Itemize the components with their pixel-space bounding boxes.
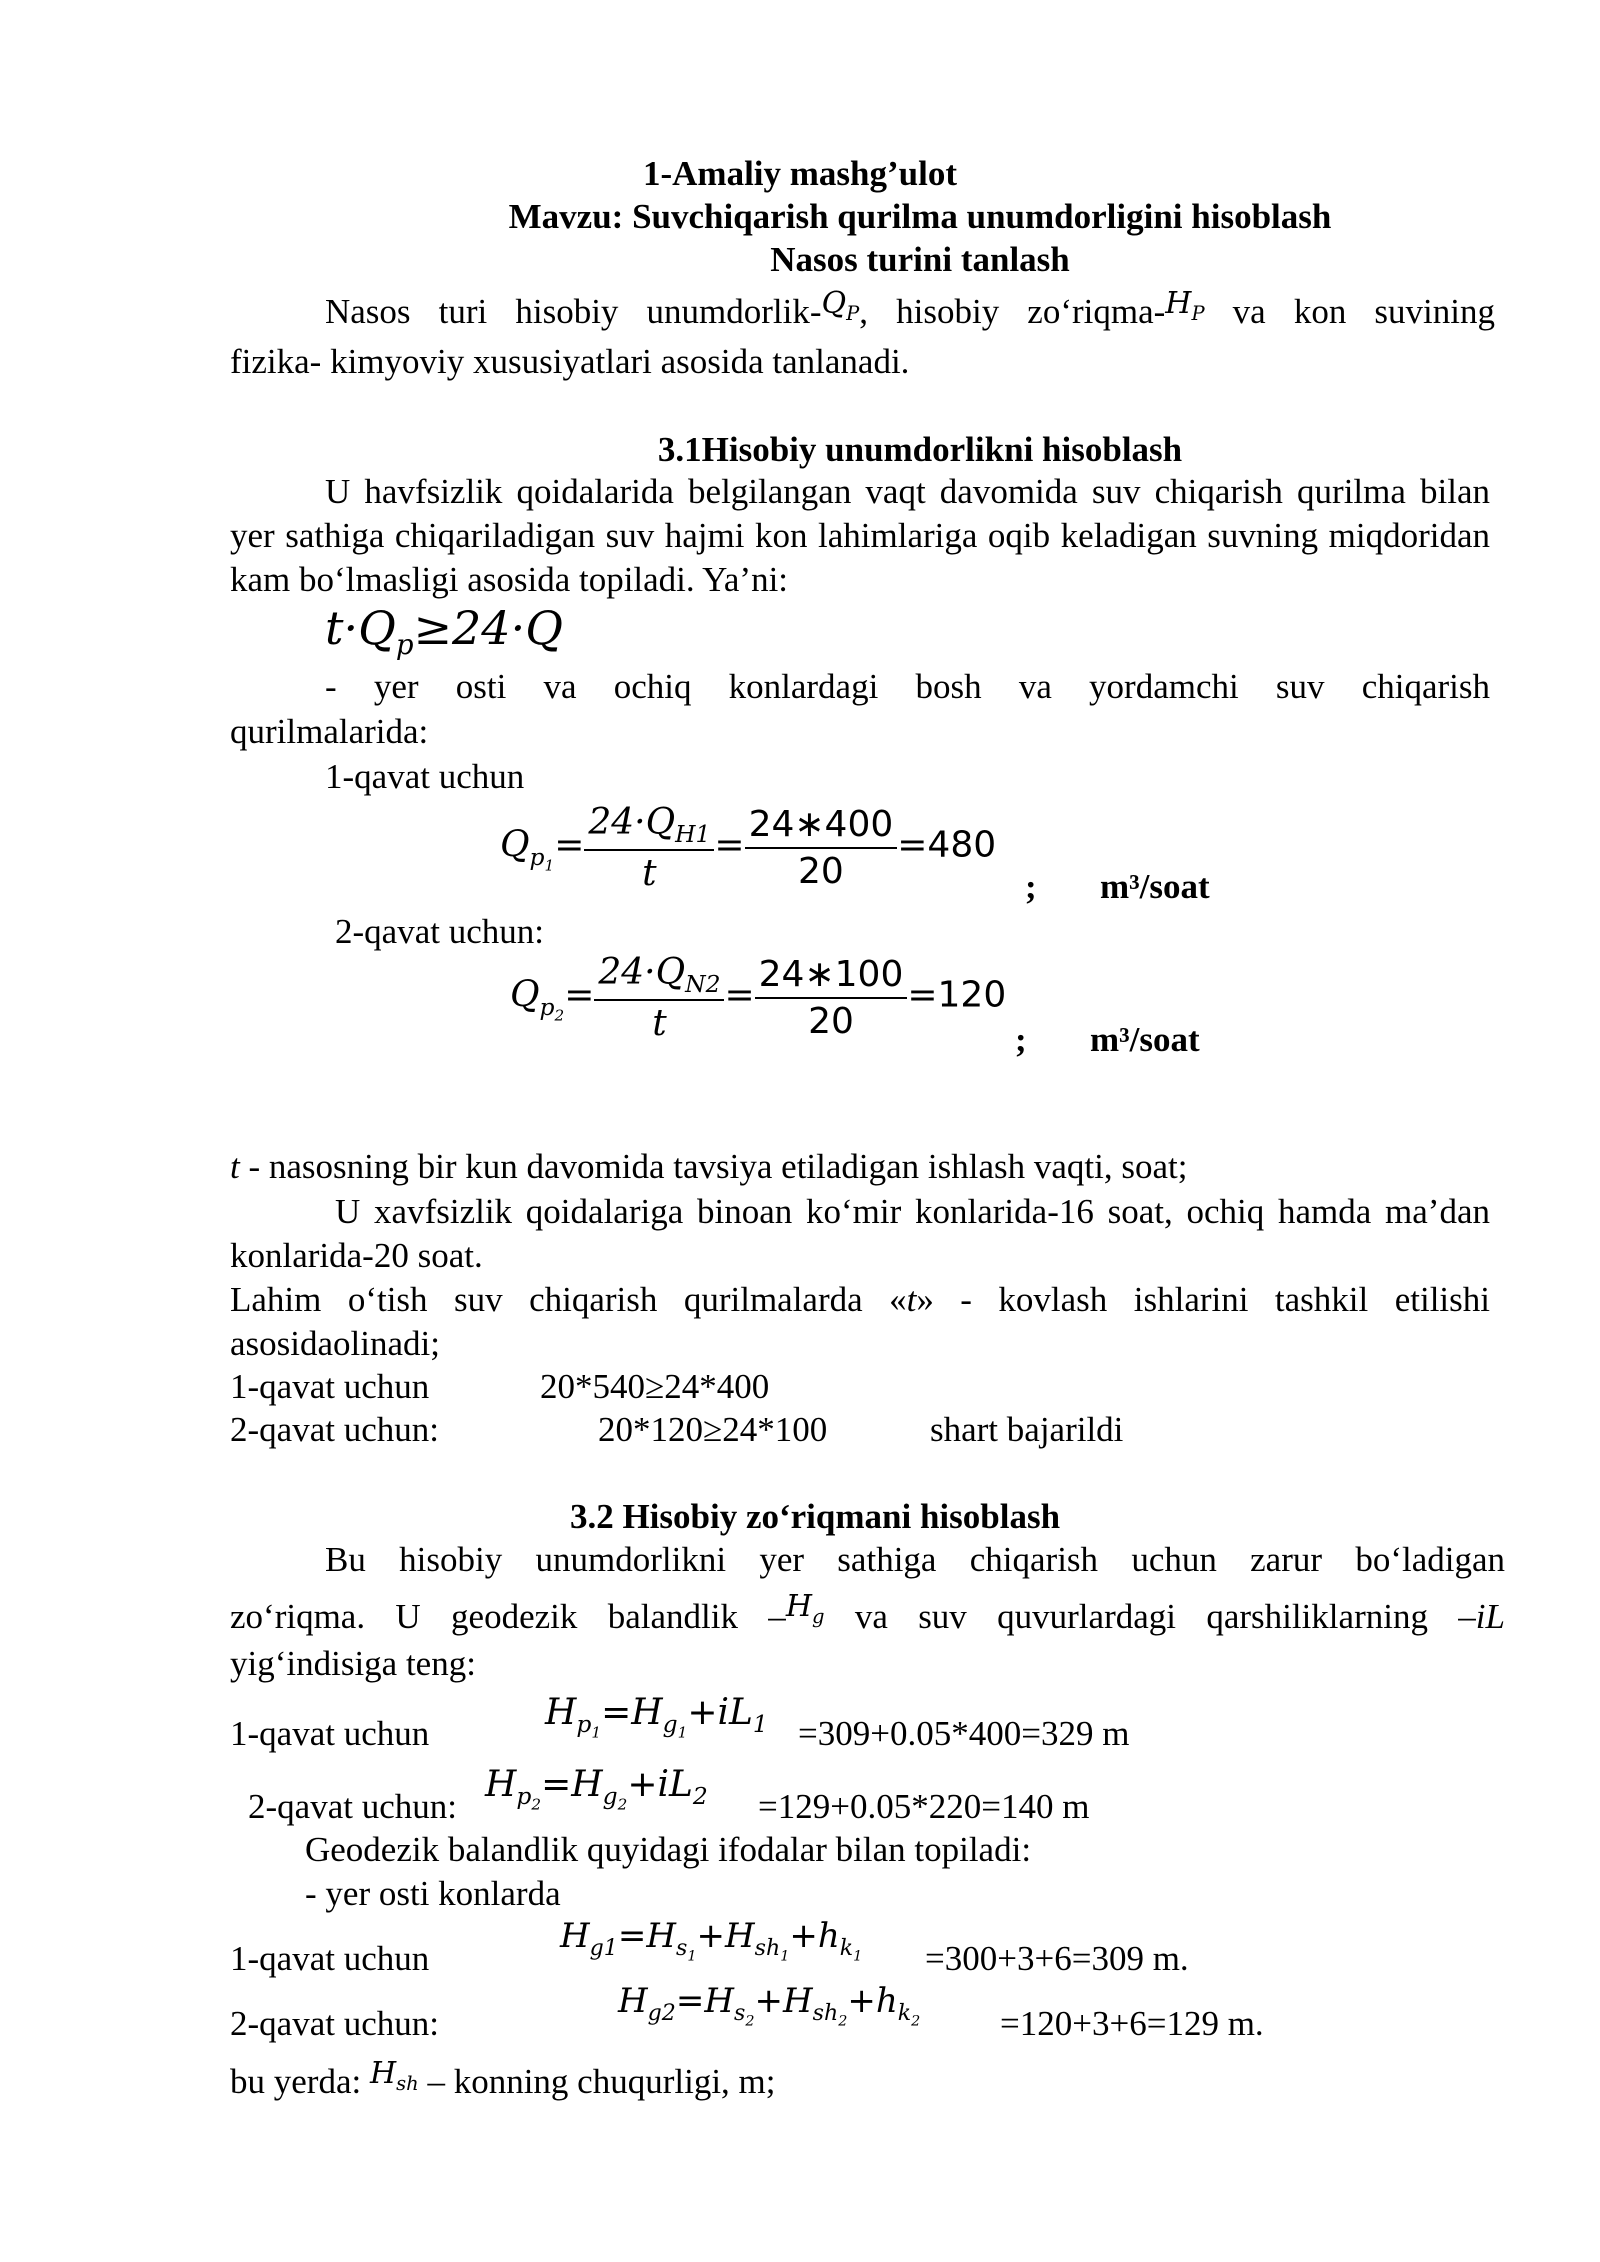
formula-hg1: $H_{g1}=H_{s_1}+H_{sh_1}+h_{k_1}$ bbox=[560, 1916, 863, 1965]
section-31-heading: 3.1Hisobiy unumdorlikni hisoblash bbox=[657, 430, 1183, 469]
hg1-label: 1-qavat uchun bbox=[230, 1939, 430, 1978]
formula-qp1-sep: ; bbox=[1025, 867, 1037, 906]
lahim-paragraph: Lahim o‘tish suv chiqarish qurilmalarda «t» - kovlash ishlarini tashkil etilishi asosidaolinadi; bbox=[230, 1280, 1490, 1363]
geodezik-line: Geodezik balandlik quyidagi ifodalar bilan topiladi: bbox=[305, 1830, 1032, 1869]
section-32-para2: zo‘riqma. U geodezik balandlik $-H_g$ va suv quvurlardagi qarshiliklarning –iL bbox=[230, 1589, 1505, 1636]
section-32-heading: 3.2 Hisobiy zo‘riqmani hisoblash bbox=[569, 1497, 1061, 1536]
note-line: - yer osti va ochiq konlardagi bosh va yordamchi suv chiqarish bbox=[325, 667, 1490, 706]
section-31-paragraph: U havfsizlik qoidalarida belgilangan vaqt davomida suv chiqarish qurilma bilan yer sathiga chiqariladigan suv hajmi kon lahimlariga oqib keladigan suvning miqdoridan kam bo‘lmasligi asosida topiladi. Ya’ni: bbox=[230, 472, 1490, 599]
intro-tail: va kon suvining bbox=[1204, 292, 1495, 331]
where-line: bu yerda: $H_{sh}$ – konning chuqurligi, m; bbox=[230, 2056, 776, 2101]
formula-hg2: $H_{g2}=H_{s_2}+H_{sh_2}+h_{k_2}$ bbox=[618, 1981, 921, 2030]
formula-qp1: $Q_{p_1}=$ $\frac{24\cdot Q_{H1}}{t}$ = $\frac{24∗400}{20}$ =480 bbox=[500, 802, 997, 895]
topic-heading: Mavzu: Suvchiqarish qurilma unumdorligini hisoblash bbox=[508, 197, 1332, 236]
check2-expr: 20*120≥24*100 bbox=[598, 1410, 828, 1449]
intro-line-1: Nasos turi hisobiy unumdorlik-$Q_P$, hisobiy $zo‘riqma-H_P$ va kon suvining bbox=[325, 286, 1495, 331]
section-32-para1: Bu hisobiy unumdorlikni yer sathiga chiqarish uchun zarur bo‘ladigan bbox=[325, 1540, 1505, 1579]
level1-label: 1-qavat uchun bbox=[325, 757, 525, 796]
hp2-label: 2-qavat uchun: bbox=[248, 1787, 457, 1826]
check1-expr: 20*540≥24*400 bbox=[540, 1367, 770, 1406]
hg2-label: 2-qavat uchun: bbox=[230, 2004, 439, 2043]
formula-qp2-sep: ; bbox=[1015, 1020, 1027, 1059]
hp1-label: 1-qavat uchun bbox=[230, 1714, 430, 1753]
safety-rule: U xavfsizlik qoidalariga binoan ko‘mir konlarida-16 soat, ochiq hamda ma’dan konlarida-20 soat. bbox=[230, 1192, 1490, 1275]
subtitle-heading: Nasos turini tanlash bbox=[770, 240, 1070, 279]
hg2-value: =120+3+6=129 m. bbox=[1000, 2004, 1264, 2043]
formula-hp2: $H_{p_2}=H_{g_2}+iL_2$ bbox=[485, 1764, 708, 1814]
hg1-value: =300+3+6=309 m. bbox=[925, 1939, 1189, 1978]
intro-line-2: fizika- kimyoviy xususiyatlari asosida tanlanadi. bbox=[230, 342, 910, 381]
hg-symbol: $H_g$ bbox=[785, 1589, 825, 1628]
qp-symbol: $Q_P$ bbox=[821, 286, 860, 325]
check1-label: 1-qavat uchun bbox=[230, 1367, 430, 1406]
note-line-2: qurilmalarida: bbox=[230, 712, 429, 751]
formula-hp1: $H_{p_1}=H_{g_1}+iL_1$ bbox=[545, 1692, 768, 1742]
t-definition: t - nasosning bir kun davomida tavsiya etiladigan ishlash vaqti, soat; bbox=[230, 1147, 1188, 1186]
formula-qp1-unit: m³/soat bbox=[1100, 867, 1210, 906]
main-inequality: $t\cdot Q_p\ge 24\cdot Q$ bbox=[325, 601, 563, 662]
section-32-para3: yig‘indisiga teng: bbox=[230, 1644, 476, 1683]
yer-osti-line: - yer osti konlarda bbox=[305, 1874, 561, 1913]
check2-label: 2-qavat uchun: bbox=[230, 1410, 439, 1449]
hp1-value: =309+0.05*400=329 m bbox=[798, 1714, 1130, 1753]
page-title: 1-Amaliy mashg’ulot bbox=[642, 154, 958, 193]
hp-symbol: $H_P$ bbox=[1165, 286, 1205, 325]
formula-qp2-unit: m³/soat bbox=[1090, 1020, 1200, 1059]
formula-qp2: $Q_{p_2}=$ $\frac{24\cdot Q_{N2}}{t}$ = $\frac{24∗100}{20}$ =120 bbox=[510, 952, 1007, 1045]
check-result: shart bajarildi bbox=[930, 1410, 1124, 1449]
hp2-value: =129+0.05*220=140 m bbox=[758, 1787, 1090, 1826]
hsh-symbol: $H_{sh}$ bbox=[369, 2056, 419, 2095]
level2-label: 2-qavat uchun: bbox=[335, 912, 544, 951]
